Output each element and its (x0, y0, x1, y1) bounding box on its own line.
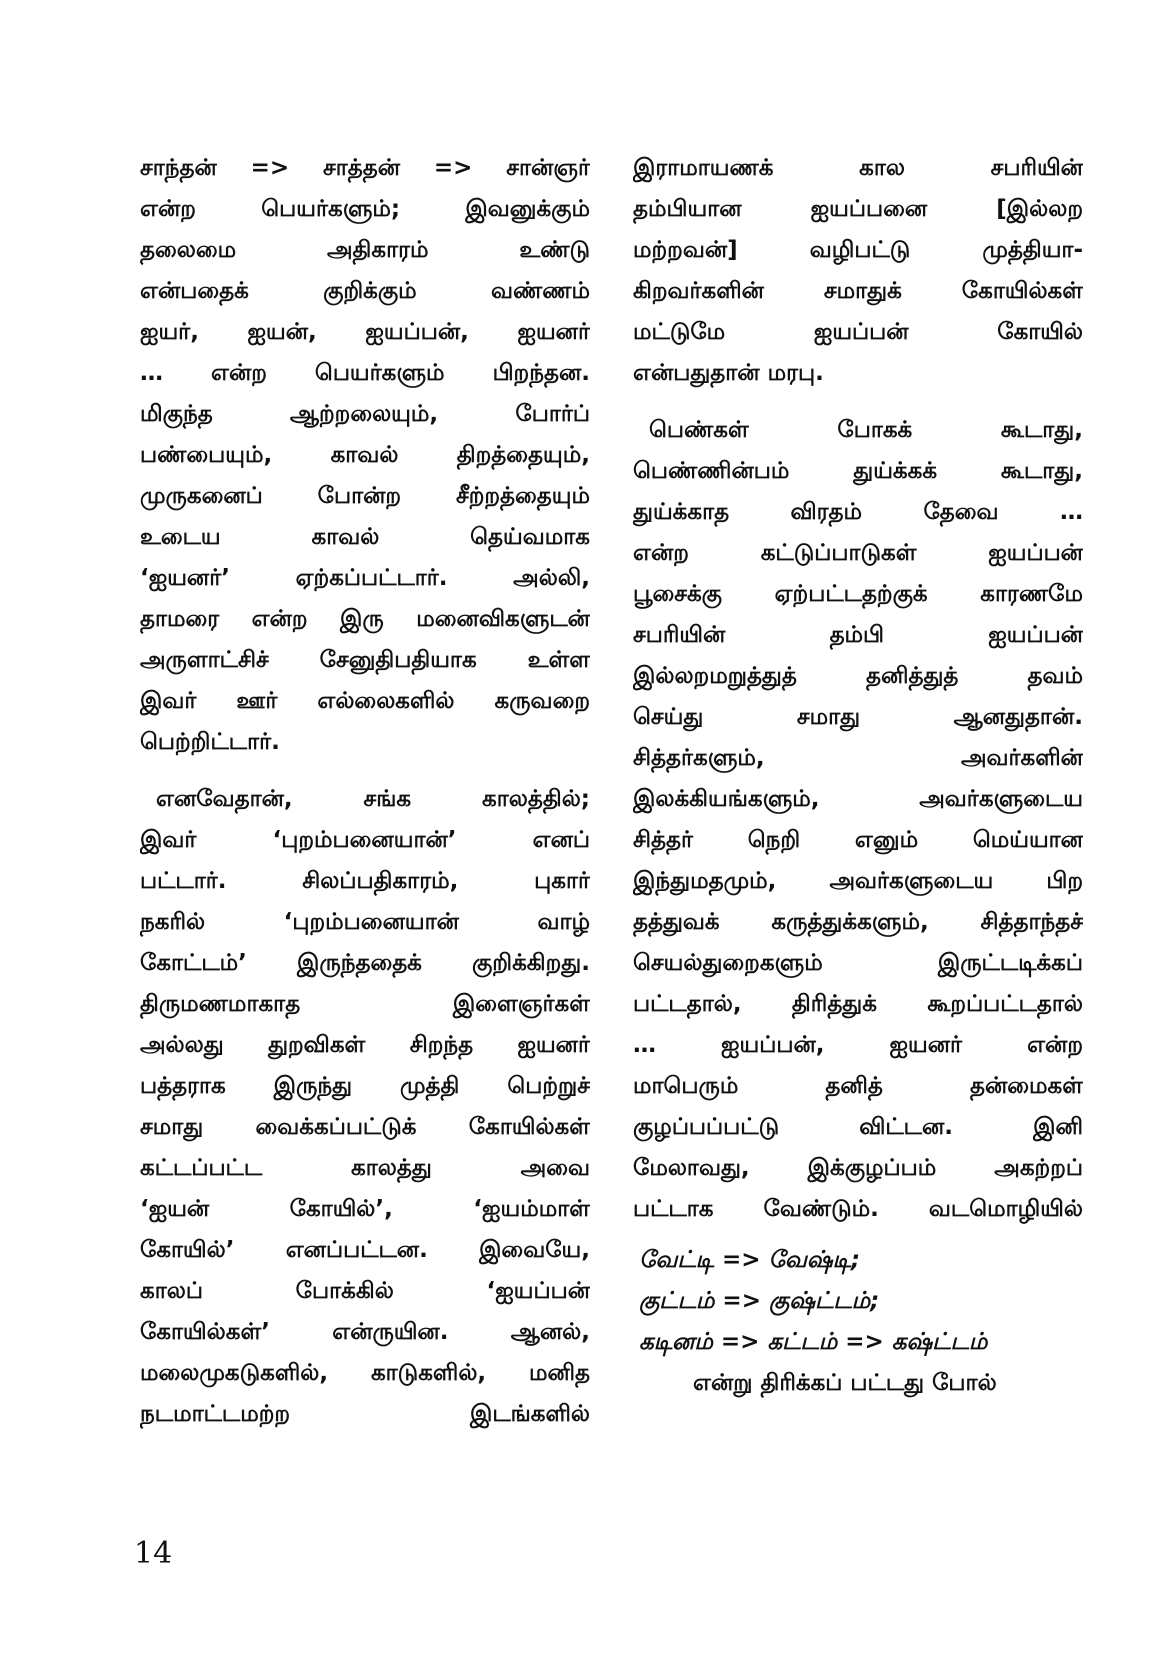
text-line: எனவேதான், சங்க காலத்தில்; (156, 786, 590, 812)
example-line: வேட்டி => வேஷ்டி; (639, 1247, 861, 1273)
text-line: … என்ற பெயர்களும் பிறந்தன. (140, 360, 590, 386)
text-line: பெண்கள் போகக் கூடாது, (649, 417, 1083, 443)
text-line: பண்பையும், காவல் திறத்தையும், (140, 442, 590, 468)
text-line: பட்டார். சிலப்பதிகாரம், புகார் (140, 868, 590, 894)
text-line: என்பதைக் குறிக்கும் வண்ணம் (140, 278, 590, 304)
text-line: மலைமுகடுகளில், காடுகளில், மனித (140, 1360, 590, 1386)
right-column (633, 148, 1083, 1404)
text-line: சித்தர்களும், அவர்களின் (633, 745, 1083, 771)
text-line: சித்தர் நெறி எனும் மெய்யான (633, 827, 1083, 853)
text-line: ஐயர், ஐயன், ஐயப்பன், ஐயனர் (140, 319, 590, 345)
text-line: முருகனைப் போன்ற சீற்றத்தையும் (140, 483, 590, 509)
text-line: மட்டுமே ஐயப்பன் கோயில் (633, 319, 1083, 345)
text-line: அல்லது துறவிகள் சிறந்த ஐயனர் (140, 1032, 590, 1058)
text-line: தத்துவக் கருத்துக்களும், சித்தாந்தச் (633, 909, 1083, 935)
text-line: கட்டப்பட்ட காலத்து அவை (140, 1155, 590, 1181)
text-line: இல்லறமறுத்துத் தனித்துத் தவம் (633, 663, 1083, 689)
text-line: ‘ஐயனர்’ ஏற்கப்பட்டார். அல்லி, (140, 565, 590, 591)
text-line: இவர் ஊர் எல்லைகளில் கருவறை (140, 688, 590, 714)
text-line: துய்க்காத விரதம் தேவை … (633, 499, 1083, 525)
text-line: பத்தராக இருந்து முத்தி பெற்றுச் (140, 1073, 590, 1099)
text-line: என்ற பெயர்களும்; இவனுக்கும் (140, 196, 590, 222)
text-line: தலைமை அதிகாரம் உண்டு (140, 237, 590, 263)
text-line: மிகுந்த ஆற்றலையும், போர்ப் (140, 401, 590, 427)
text-line: செயல்துறைகளும் இருட்டடிக்கப் (633, 950, 1083, 976)
text-line: சமாது வைக்கப்பட்டுக் கோயில்கள் (140, 1114, 590, 1140)
right-paragraph-1 (633, 148, 1083, 394)
text-line: கோட்டம்’ இருந்ததைக் குறிக்கிறது. (140, 950, 590, 976)
text-line: குழப்பப்பட்டு விட்டன. இனி (633, 1114, 1083, 1140)
left-paragraph-2 (140, 779, 590, 1435)
left-paragraph-1 (140, 148, 590, 763)
text-line: என்ற கட்டுப்பாடுகள் ஐயப்பன் (633, 540, 1083, 566)
text-line: நகரில் ‘புறம்பனையான் வாழ் (140, 909, 590, 935)
text-line: ‘ஐயன் கோயில்’, ‘ஐயம்மாள் (140, 1196, 590, 1222)
example-line: குட்டம் => குஷ்ட்டம்; (639, 1288, 880, 1314)
text-line: பெண்ணின்பம் துய்க்கக் கூடாது, (633, 458, 1083, 484)
text-line: பட்டதால், திரித்துக் கூறப்பட்டதால் (633, 991, 1083, 1017)
text-line: பட்டாக வேண்டும். வடமொழியில் (633, 1196, 1083, 1222)
text-line: பூசைக்கு ஏற்பட்டதற்குக் காரணமே (633, 581, 1083, 607)
text-line: சாந்தன் => சாத்தன் => சான்ஞர் (140, 155, 590, 181)
text-line: கோயில்’ எனப்பட்டன. இவையே, (140, 1237, 590, 1263)
word-change-examples (633, 1240, 1083, 1404)
text-line: மற்றவன்] வழிபட்டு முத்தியா- (633, 237, 1083, 263)
example-line: கடினம் => கட்டம் => கஷ்ட்டம் (639, 1329, 988, 1355)
text-line: செய்து சமாது ஆனதுதான். (633, 704, 1083, 730)
text-line: இவர் ‘புறம்பனையான்’ எனப் (140, 827, 590, 853)
text-line: என்று திரிக்கப் பட்டது போல் (693, 1370, 997, 1396)
text-line: கிறவர்களின் சமாதுக் கோயில்கள் (633, 278, 1083, 304)
text-line: பெற்றிட்டார். (140, 729, 280, 755)
text-line: அருளாட்சிச் சேனுதிபதியாக உள்ள (140, 647, 590, 673)
text-line: சபரியின் தம்பி ஐயப்பன் (633, 622, 1083, 648)
left-column (140, 148, 590, 1435)
text-line: காலப் போக்கில் ‘ஐயப்பன் (140, 1278, 590, 1304)
page-number: 14 (134, 1536, 173, 1571)
text-line: தாமரை என்ற இரு மனைவிகளுடன் (140, 606, 590, 632)
text-line: என்பதுதான் மரபு. (633, 360, 824, 386)
text-line: … ஐயப்பன், ஐயனர் என்ற (633, 1032, 1083, 1058)
text-line: கோயில்கள்’ என்ருயின. ஆனல், (140, 1319, 590, 1345)
text-line: மேலாவது, இக்குழப்பம் அகற்றப் (633, 1155, 1083, 1181)
text-line: இந்துமதமும், அவர்களுடைய பிற (633, 868, 1083, 894)
text-line: இராமாயணக் கால சபரியின் (633, 155, 1083, 181)
text-line: உடைய காவல் தெய்வமாக (140, 524, 590, 550)
text-line: திருமணமாகாத இளைஞர்கள் (140, 991, 590, 1017)
text-line: தம்பியான ஐயப்பனை [இல்லற (633, 196, 1083, 222)
text-line: நடமாட்டமற்ற இடங்களில் (140, 1401, 590, 1427)
text-line: இலக்கியங்களும், அவர்களுடைய (633, 786, 1083, 812)
right-paragraph-2 (633, 410, 1083, 1230)
text-line: மாபெரும் தனித் தன்மைகள் (633, 1073, 1083, 1099)
